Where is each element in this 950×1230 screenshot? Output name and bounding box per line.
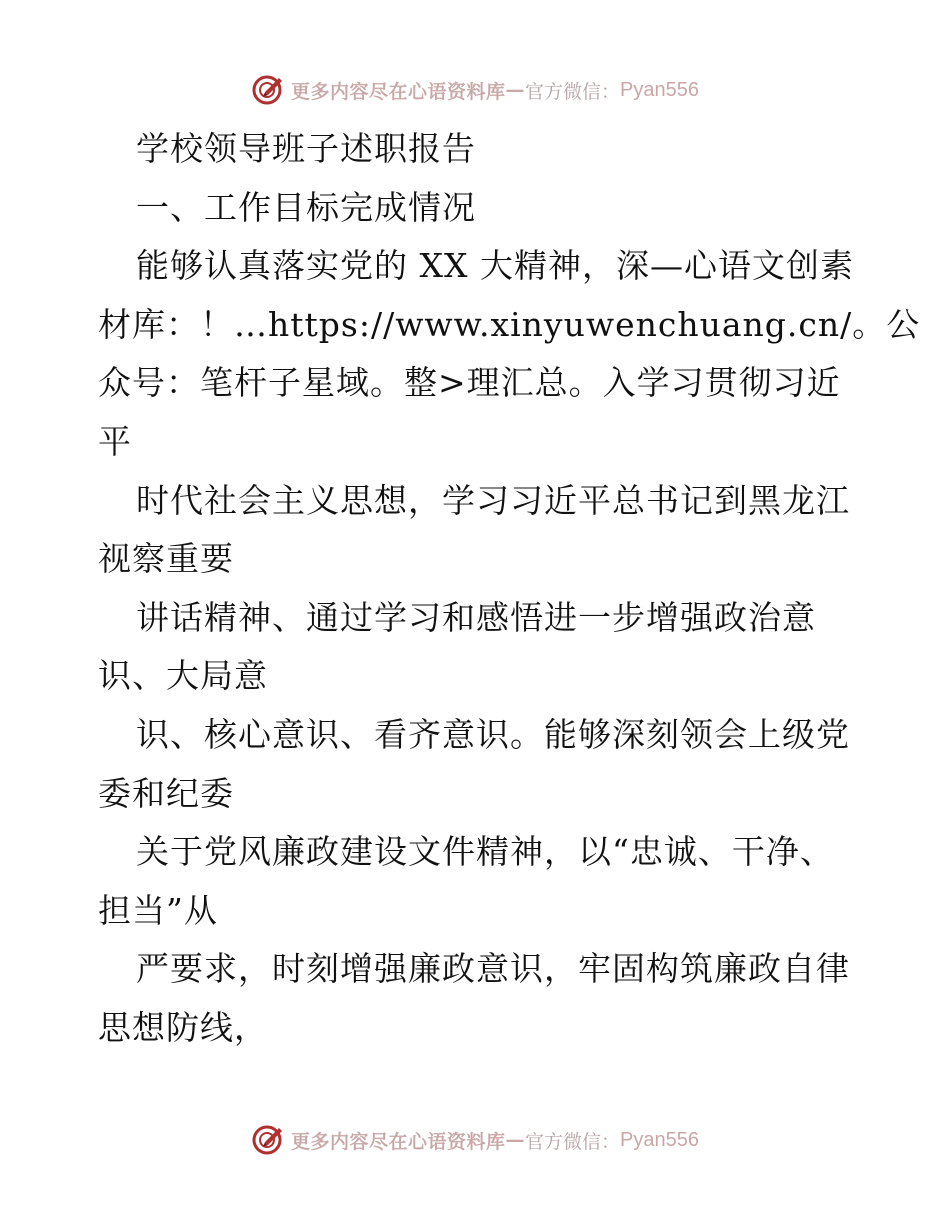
paragraph-line: 识、大局意 [98,656,268,696]
paragraph-line: 担当”从 [98,890,218,930]
paragraph-line: 思想防线， [98,1007,268,1047]
paragraph-line: 识、核心意识、看齐意识。能够深刻领会上级党 [136,714,850,754]
paragraph-line: 严要求，时刻增强廉政意识，牢固构筑廉政自律 [136,949,850,989]
watermark-footer [0,1120,950,1160]
paragraph-line: 时代社会主义思想，学习习近平总书记到黑龙江 [136,480,850,520]
watermark-wechat-id: Pyan556 [620,1128,699,1151]
pen-nib-logo-icon [251,73,285,107]
document-body [98,120,921,1058]
watermark-dash: — [505,1129,526,1151]
watermark-wechat-label: 官方微信： [525,80,621,103]
pen-nib-logo-icon [251,1123,285,1157]
watermark-dash: — [505,79,526,101]
paragraph-line: 视察重要 [98,539,234,579]
document-title: 学校领导班子述职报告 [136,129,476,168]
paragraph-line: 平 [98,421,132,461]
paragraph-line: 讲话精神、通过学习和感悟进一步增强政治意 [136,597,816,637]
watermark-wechat-id: Pyan556 [620,78,699,101]
paragraph-line: 委和纪委 [98,773,234,813]
section-heading: 一、工作目标完成情况 [136,187,476,227]
paragraph-line: 能够认真落实党的 XX 大精神，深—心语文创素 [136,246,854,286]
watermark-wechat-label: 官方微信： [525,1130,621,1153]
paragraph-line: 关于党风廉政建设文件精神，以“忠诚、干净、 [136,832,834,872]
paragraph-line: 材库：！…https://www.xinyuwenchuang.cn/。公 [98,304,921,344]
watermark-header [0,70,950,110]
watermark-site-text: 更多内容尽在心语资料库 [291,1130,506,1153]
paragraph-line: 众号：笔杆子星域。整>理汇总。入学习贯彻习近 [98,363,841,403]
watermark-site-text: 更多内容尽在心语资料库 [291,80,506,103]
